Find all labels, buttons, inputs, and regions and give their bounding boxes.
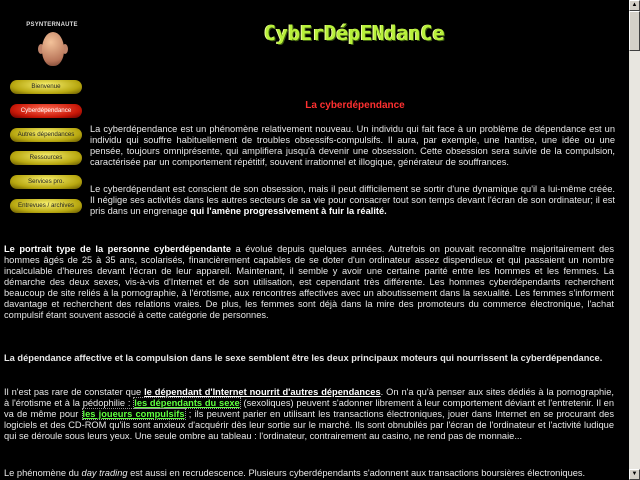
scroll-down-icon[interactable]: ▼: [629, 469, 640, 480]
paragraph-obsession: [90, 184, 615, 217]
p5-text-d: (sexoliques) peuvent s'adonner librement à leur comportement déviant et l'entretenir. Il en va de même pour: [4, 398, 615, 419]
paragraph-intro: La cyberdépendance est un phénomène relativement nouveau. Un individu qui fait face à un problème de dépendance est un individu qui souffre habituellement de troubles obsessifs-compulsifs. Il aura, par exemple, une hantise, une idée ou une pensée, toujours omniprésente, qui amplifiera jusqu'à devenir une obsession. Cette obsession sera suivie de la compulsion, caractérisée par un comportement répétitif, souvent irrationnel et illogique, générateur de souffrances.: [90, 124, 615, 167]
scroll-track[interactable]: [629, 51, 640, 469]
p6-text-c: est aussi en recrudescence. Plusieurs cyberdépendants s'adonnent aux transactions boursières électroniques.: [127, 468, 586, 478]
vertical-scrollbar[interactable]: [629, 0, 640, 480]
p6-text-a: Le phénomène du: [4, 468, 82, 478]
nav-item-entrevues-archives[interactable]: Entrevues / archives: [10, 199, 82, 213]
p5-highlight: le dépendant d'Internet nourrit d'autres dépendances: [144, 387, 381, 397]
p3-bold: Le portrait type de la personne cyberdépendante: [4, 244, 232, 254]
paragraph-portrait: [4, 244, 614, 321]
logo-text: PSYNTERNAUTE: [26, 22, 78, 28]
p6-italic: day trading: [81, 468, 128, 478]
link-joueurs-compulsifs[interactable]: les joueurs compulsifs: [82, 409, 185, 419]
p5-text-e: ; ils peuvent parier en utilisant les transactions électroniques, jouer dans Internet en se procurant des logiciels et des CD-ROM qu'ils sont anxieux d'acquérir dès leur sortie sur le marché. Ils sont obnubilés par l'écran de l'ordinateur et l'activité ludique qui se déroule sous leurs yeux. Une seule ombre au tableau : l'ordinateur, contrairement au casino, ne rend pas de monnaie...: [4, 409, 614, 441]
link-dependants-sexe[interactable]: les dépendants du sexe: [134, 398, 240, 408]
p3-text: a évolué depuis quelques années. Autrefois on pouvait reconnaître majoritairement des hommes âgés de 25 à 35 ans, scolarisés, financièrement capables de se doter d'un ordinateur assez dispendieux et qui passaient un nombre incalculable d'heures devant l'écran de leur appareil. Maintenant, il semble y avoir une certaine parité entre les hommes et les femmes. La démarche des deux sexes, vis-à-vis d'Internet et de son utilisation, est cependant très différente. Les hommes cyberdépendants recherchent beaucoup de site reliés à la pornographie, à l'érotisme, aux rencontres affectives avec un aboutissement dans la sexualité. Les femmes s'informent davantage et recherchent des relations vraies. De plus, les femmes sont déjà dans la mire des promoteurs du commerce électronique, l'achat compulsif étant souvent associé à cette catégorie de personnes.: [4, 244, 615, 320]
nav-item-cyberdependance[interactable]: Cyberdépendance: [10, 104, 82, 118]
paragraph-other-dependencies: [4, 387, 614, 442]
nav-item-ressources[interactable]: Ressources: [10, 151, 82, 165]
scroll-thumb[interactable]: [629, 11, 640, 51]
head-icon: [42, 32, 64, 66]
p2-bold: qui l'amène progressivement à fuir la réalité.: [190, 206, 387, 216]
site-title: CybErDépENdanCe: [264, 21, 445, 45]
site-logo[interactable]: [12, 8, 78, 70]
p5-text-a: Il n'est pas rare de constater que: [4, 387, 145, 397]
nav-item-services-pro[interactable]: Services pro.: [10, 175, 82, 189]
paragraph-motors: La dépendance affective et la compulsion dans le sexe semblent être les deux principaux moteurs qui nourrissent la cyberdépendance.: [4, 353, 603, 363]
paragraph-day-trading: [4, 468, 614, 479]
p5-text-c: . On n'a qu'à penser aux sites dédiés à la pornographie, à l'érotisme et à la pédophilie :: [4, 387, 614, 408]
scroll-up-icon[interactable]: ▲: [629, 0, 640, 11]
side-nav: [10, 80, 82, 223]
nav-item-bienvenue[interactable]: Bienvenue: [10, 80, 82, 94]
nav-item-autres-dependances[interactable]: Autres dépendances: [10, 128, 82, 142]
section-heading: La cyberdépendance: [305, 100, 405, 111]
p2-text: Le cyberdépendant est conscient de son obsession, mais il peut difficilement se sortir d'une dynamique qu'il a lui-même créée. Il néglige ses activités dans les autres secteurs de sa vie pour consacrer tout son temps devant l'écran de son ordinateur; il est pris dans un engrenage: [90, 184, 615, 216]
